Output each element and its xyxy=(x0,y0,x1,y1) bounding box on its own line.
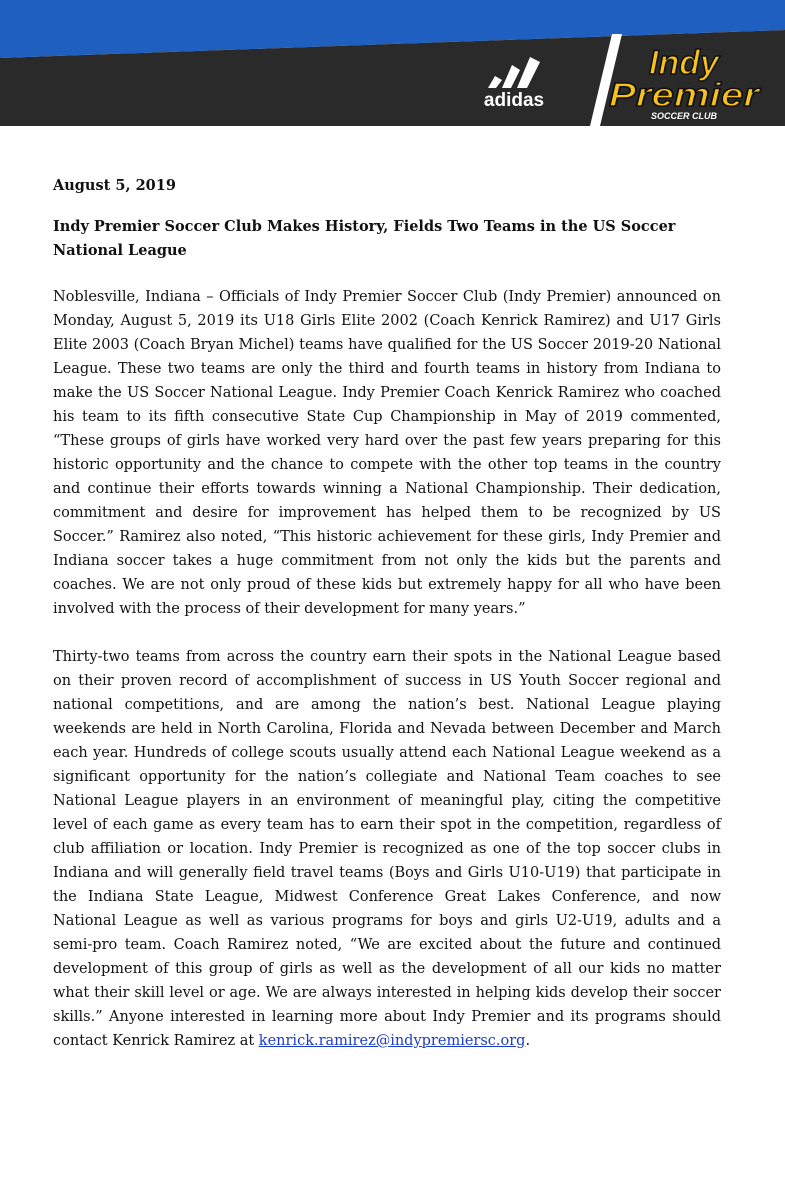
paragraph-2 xyxy=(53,645,721,1053)
logo-premier-text: Premier xyxy=(609,76,762,113)
logo-subtitle-text: SOCCER CLUB xyxy=(650,111,718,121)
press-release-body xyxy=(53,174,721,1077)
paragraph-1: Noblesville, Indiana – Officials of Indy Premier Soccer Club (Indy Premier) announced on Monday, August 5, 2019 its U18 Girls Elite 2002 (Coach Kenrick Ramirez) and U17 Girls Elite 2003 (Coach Bryan Michel) teams have qualified for the US Soccer 2019-20 National League. These two teams are only the third and fourth teams in history from Indiana to make the US Soccer National League. Indy Premier Coach Kenrick Ramirez who coached his team to its fifth consecutive State Cup Championship in May of 2019 commented, “These groups of girls have worked very hard over the past few years preparing for this historic opportunity and the chance to compete with the other top teams in the country and continue their efforts towards winning a National Championship. Their dedication, commitment and desire for improvement has helped them to be recognized by US Soccer.” Ramirez also noted, “This historic achievement for these girls, Indy Premier and Indiana soccer takes a huge commitment from not only the kids but the parents and coaches. We are not only proud of these kids but extremely happy for all who have been involved with the process of their development for many years.” xyxy=(53,289,721,617)
paragraph-2-text: Thirty-two teams from across the country earn their spots in the National League based on their proven record of accomplishment of success in US Youth Soccer regional and national competitions, and are among the nation’s best. National League playing weekends are held in North Carolina, Florida and Nevada between December and March each year. Hundreds of college scouts usually attend each National League weekend as a significant opportunity for the nation’s collegiate and National Team coaches to see National League players in an environment of meaningful play, citing the competitive level of each game as every team has to earn their spot in the competition, regardless of club affiliation or location. Indy Premier is recognized as one of the top soccer clubs in Indiana and will generally field travel teams (Boys and Girls U10-U19) that participate in the Indiana State League, Midwest Conference Great Lakes Conference, and now National League as well as various programs for boys and girls U2-U19, adults and a semi-pro team. Coach Ramirez noted, “We are excited about the future and continued development of this group of girls as well as the development of all our kids no matter what their skill level or age. We are always interested in helping kids develop their soccer skills.” Anyone interested in learning more about Indy Premier and its programs should contact Kenrick Ramirez at xyxy=(53,649,721,1049)
release-date: August 5, 2019 xyxy=(53,177,176,194)
header-banner xyxy=(0,0,785,126)
logo-indy-text: Indy xyxy=(649,44,719,82)
release-headline: Indy Premier Soccer Club Makes History, Fields Two Teams in the US Soccer National League xyxy=(53,218,676,259)
contact-email-link[interactable]: kenrick.ramirez@indypremiersc.org xyxy=(258,1033,526,1049)
paragraph-2-end: . xyxy=(525,1033,531,1049)
adidas-wordmark: adidas xyxy=(483,90,545,111)
header-graphic xyxy=(0,0,785,126)
